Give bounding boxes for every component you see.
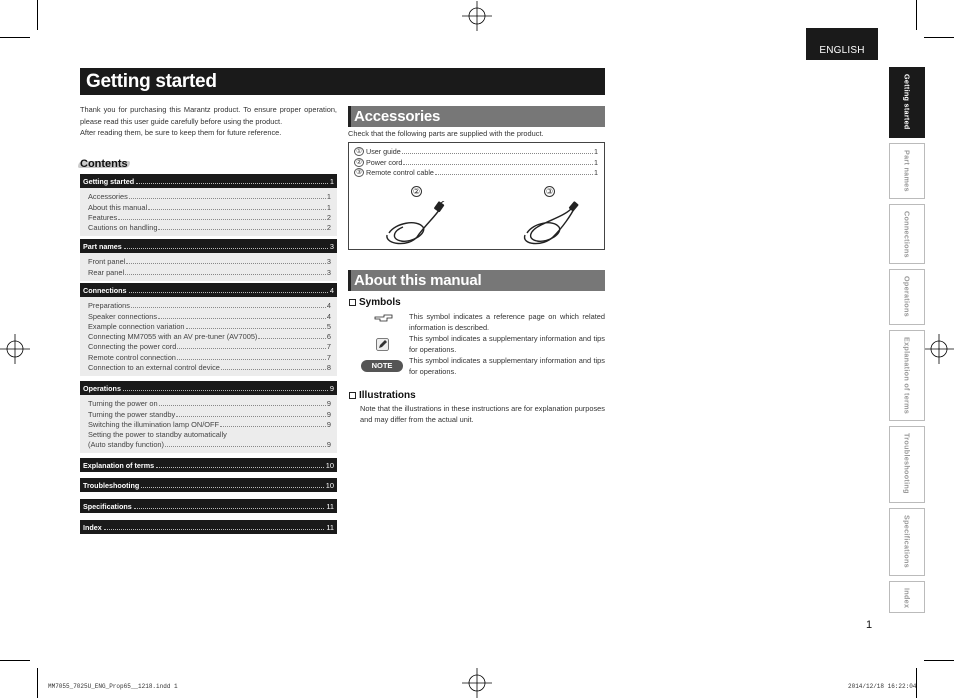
toc-item[interactable] xyxy=(88,341,337,351)
remote-cable-icon xyxy=(519,201,585,247)
toc-item-label: Features xyxy=(88,212,118,222)
side-tab-label: Getting started xyxy=(902,74,912,130)
toc-page: 8 xyxy=(326,363,331,373)
checkbox-bullet-icon xyxy=(349,299,356,306)
accessory-number: ③ xyxy=(354,168,364,177)
toc-item-label: Example connection variation xyxy=(88,321,185,331)
intro-paragraph: Thank you for purchasing this Marantz product. To ensure proper operation, please read this user guide carefully before using the product. xyxy=(80,105,337,126)
toc-leader xyxy=(124,243,328,249)
side-tab-label: Specifications xyxy=(902,515,912,568)
toc-leader xyxy=(220,426,326,427)
toc-item[interactable] xyxy=(88,212,337,222)
toc-section-label: Operations xyxy=(83,383,121,393)
side-tab-operations[interactable] xyxy=(889,269,925,325)
toc-page: 3 xyxy=(329,241,334,251)
toc-item[interactable] xyxy=(88,222,337,232)
crop-mark xyxy=(916,0,917,30)
symbols-heading-label: Symbols xyxy=(359,297,401,308)
registration-mark-icon xyxy=(462,1,492,31)
crop-mark xyxy=(0,37,30,38)
accessory-label: Remote control cable xyxy=(366,168,434,177)
toc-group-connections xyxy=(80,297,337,376)
toc-item-label: Connecting MM7055 with an AV pre-tuner (AV7005) xyxy=(88,332,258,342)
toc-leader xyxy=(221,369,326,370)
contents-heading-label: Contents xyxy=(80,158,128,170)
toc-page: 11 xyxy=(326,522,334,532)
symbol-description: This symbol indicates a supplementary information and tips for operations. xyxy=(409,356,605,376)
accessory-qty: 1 xyxy=(594,147,598,156)
toc-item-label: Remote control connection xyxy=(88,352,176,362)
toc-section-label: Index xyxy=(83,522,102,532)
power-cord-icon xyxy=(383,201,449,247)
toc-item[interactable] xyxy=(88,331,337,341)
toc-leader xyxy=(177,348,326,349)
crop-mark xyxy=(924,660,954,661)
toc-section-part-names[interactable] xyxy=(80,239,337,253)
toc-item-label: Preparations xyxy=(88,301,130,311)
registration-mark-icon xyxy=(462,668,492,698)
illustrations-heading-label: Illustrations xyxy=(359,390,416,401)
toc-leader xyxy=(118,219,326,220)
toc-leader xyxy=(123,385,328,391)
toc-section-operations[interactable] xyxy=(80,381,337,395)
accessories-heading: Accessories xyxy=(348,106,605,127)
toc-leader xyxy=(136,178,328,184)
intro-text xyxy=(80,104,337,139)
toc-leader xyxy=(125,274,326,275)
contents-heading xyxy=(80,154,128,170)
crop-mark xyxy=(37,668,38,698)
accessory-leader xyxy=(402,153,593,154)
accessory-qty: 1 xyxy=(594,158,598,167)
toc-item-label: Setting the power to standby automatically xyxy=(88,430,227,440)
registration-mark-icon xyxy=(924,334,954,364)
toc-section-troubleshooting[interactable] xyxy=(80,478,337,492)
toc-leader xyxy=(158,318,326,319)
symbols-heading xyxy=(349,297,401,308)
side-tab-label: Index xyxy=(902,588,912,609)
toc-page: 11 xyxy=(326,501,334,511)
toc-item[interactable] xyxy=(88,256,337,266)
toc-item-label: Speaker connections xyxy=(88,311,158,321)
side-tab-label: Operations xyxy=(902,276,912,317)
footer-file-info: MM7055_7025U_ENG_Prop65__1218.indd 1 xyxy=(48,683,178,690)
toc-section-label: Connections xyxy=(83,285,127,295)
toc-item[interactable] xyxy=(88,351,337,361)
toc-leader xyxy=(158,229,325,230)
page-title: Getting started xyxy=(80,68,605,95)
toc-leader xyxy=(159,405,326,406)
toc-leader xyxy=(131,307,326,308)
callout-power-cord: ② xyxy=(412,187,421,196)
illustrations-heading xyxy=(349,390,416,401)
pencil-note-icon xyxy=(376,338,389,351)
toc-page: 9 xyxy=(326,409,331,419)
toc-page: 10 xyxy=(325,460,334,470)
toc-page: 1 xyxy=(326,202,331,212)
toc-page: 5 xyxy=(326,321,331,331)
toc-leader xyxy=(156,462,324,468)
toc-item-label: Accessories xyxy=(88,192,128,202)
toc-section-index[interactable] xyxy=(80,520,337,534)
toc-page: 3 xyxy=(326,267,331,277)
toc-item[interactable] xyxy=(88,398,337,408)
toc-section-getting-started[interactable] xyxy=(80,174,337,188)
toc-group-part-names xyxy=(80,253,337,281)
toc-item[interactable] xyxy=(88,429,337,439)
accessory-item xyxy=(354,168,598,177)
side-tab-label: Connections xyxy=(902,211,912,258)
toc-page: 10 xyxy=(325,480,334,490)
toc-item-label: Turning the power standby xyxy=(88,409,176,419)
toc-item[interactable] xyxy=(88,310,337,320)
toc-item[interactable] xyxy=(88,321,337,331)
toc-leader xyxy=(258,338,325,339)
toc-item[interactable] xyxy=(88,362,337,372)
toc-leader xyxy=(165,446,326,447)
toc-item[interactable] xyxy=(88,201,337,211)
toc-item-label: Connecting the power cord xyxy=(88,342,177,352)
toc-leader xyxy=(134,503,325,509)
toc-page: 6 xyxy=(326,332,331,342)
toc-section-specifications[interactable] xyxy=(80,499,337,513)
intro-paragraph: After reading them, be sure to keep them for future reference. xyxy=(80,128,282,138)
side-tab-troubleshooting[interactable] xyxy=(889,426,925,503)
toc-item-label: Switching the illumination lamp ON/OFF xyxy=(88,419,220,429)
language-tab: ENGLISH xyxy=(806,28,878,60)
toc-item-label: About this manual xyxy=(88,202,148,212)
note-badge: NOTE xyxy=(361,360,403,372)
accessory-number: ② xyxy=(354,158,364,167)
callout-remote-cable: ③ xyxy=(545,187,554,196)
toc-leader xyxy=(177,359,326,360)
side-tab-connections[interactable] xyxy=(889,204,925,264)
toc-item-label: Rear panel xyxy=(88,267,125,277)
side-tab-label: Troubleshooting xyxy=(902,433,912,494)
toc-page: 2 xyxy=(326,223,331,233)
toc-section-connections[interactable] xyxy=(80,283,337,297)
accessories-note: Check that the following parts are supplied with the product. xyxy=(348,129,544,138)
checkbox-bullet-icon xyxy=(349,392,356,399)
side-tab-specifications[interactable] xyxy=(889,508,925,576)
accessory-leader xyxy=(435,174,593,175)
side-tab-part-names[interactable] xyxy=(889,143,925,199)
accessory-label: Power cord xyxy=(366,158,403,167)
toc-page: 9 xyxy=(326,440,331,450)
symbol-description: This symbol indicates a reference page on which related information is described. xyxy=(409,312,605,332)
side-tab-label: Part names xyxy=(902,150,912,192)
toc-leader xyxy=(104,524,325,530)
toc-section-explanation-of-terms[interactable] xyxy=(80,458,337,472)
toc-section-label: Troubleshooting xyxy=(83,480,140,490)
toc-page: 3 xyxy=(326,257,331,267)
toc-page: 9 xyxy=(329,383,334,393)
toc-page: 9 xyxy=(326,399,331,409)
accessory-qty: 1 xyxy=(594,168,598,177)
crop-mark xyxy=(924,37,954,38)
accessory-leader xyxy=(403,164,593,165)
toc-section-label: Explanation of terms xyxy=(83,460,155,470)
symbol-description: This symbol indicates a supplementary information and tips for operations. xyxy=(409,334,605,354)
toc-item-label: (Auto standby function) xyxy=(88,440,165,450)
toc-section-label: Getting started xyxy=(83,176,135,186)
toc-item-label: Turning the power on xyxy=(88,399,158,409)
accessory-number: ① xyxy=(354,147,364,156)
accessories-box xyxy=(348,142,605,250)
toc-page: 1 xyxy=(326,192,331,202)
toc-leader xyxy=(176,416,326,417)
toc-page: 7 xyxy=(326,342,331,352)
page-number: 1 xyxy=(866,619,873,631)
toc-section-label: Part names xyxy=(83,241,122,251)
reference-hand-icon xyxy=(374,313,394,323)
accessory-label: User guide xyxy=(366,147,401,156)
toc-item[interactable] xyxy=(88,266,337,276)
toc-group-operations xyxy=(80,395,337,453)
accessory-item xyxy=(354,147,598,156)
toc-item[interactable] xyxy=(88,300,337,310)
footer-timestamp: 2014/12/18 16:22:04 xyxy=(848,683,917,690)
toc-item-label: Front panel xyxy=(88,257,126,267)
toc-page: 4 xyxy=(326,311,331,321)
toc-leader xyxy=(129,198,326,199)
toc-item[interactable] xyxy=(88,408,337,418)
toc-leader xyxy=(141,482,323,488)
toc-group-getting-started xyxy=(80,188,337,236)
toc-page: 1 xyxy=(329,176,334,186)
toc-item[interactable] xyxy=(88,191,337,201)
toc-leader xyxy=(186,328,326,329)
toc-item[interactable] xyxy=(88,439,337,449)
toc-page: 4 xyxy=(329,285,334,295)
toc-page: 9 xyxy=(326,419,331,429)
toc-item-label: Connection to an external control device xyxy=(88,363,220,373)
accessory-item xyxy=(354,158,598,167)
toc-section-label: Specifications xyxy=(83,501,132,511)
about-manual-heading: About this manual xyxy=(348,270,605,291)
side-tab-getting-started[interactable] xyxy=(889,67,925,138)
registration-mark-icon xyxy=(0,334,30,364)
crop-mark xyxy=(0,660,30,661)
toc-page: 7 xyxy=(326,352,331,362)
toc-item-label: Cautions on handling xyxy=(88,223,158,233)
side-tab-index[interactable] xyxy=(889,581,925,613)
toc-page: 2 xyxy=(326,212,331,222)
crop-mark xyxy=(37,0,38,30)
side-tab-explanation-of-terms[interactable] xyxy=(889,330,925,421)
toc-item[interactable] xyxy=(88,419,337,429)
illustrations-text: Note that the illustrations in these instructions are for explanation purposes and may differ from the actual unit. xyxy=(360,404,605,424)
toc-leader xyxy=(148,209,326,210)
toc-leader xyxy=(126,263,325,264)
side-tab-label: Explanation of terms xyxy=(902,337,912,415)
toc-leader xyxy=(129,287,328,293)
toc-page: 4 xyxy=(326,301,331,311)
